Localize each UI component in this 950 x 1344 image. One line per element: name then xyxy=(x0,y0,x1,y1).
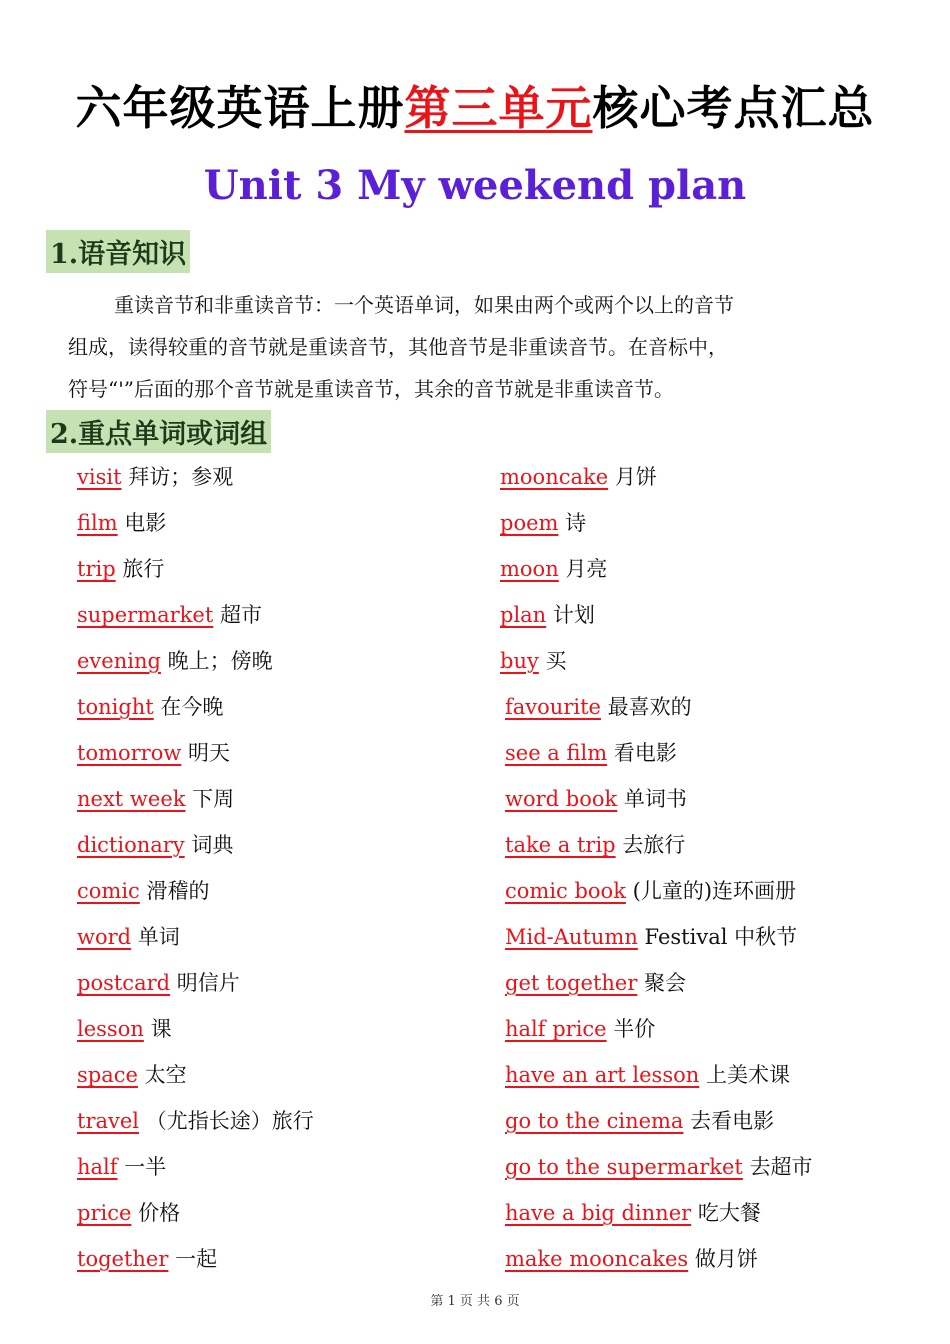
vocab-chinese: 看电影 xyxy=(613,741,677,765)
section-heading-phonetics: 1.语音知识 xyxy=(46,230,190,273)
vocab-item xyxy=(500,872,813,918)
vocab-item xyxy=(500,734,813,780)
vocab-english: take a trip xyxy=(505,833,616,857)
vocab-item xyxy=(500,964,813,1010)
vocab-item xyxy=(500,550,813,596)
vocab-english: see a film xyxy=(505,741,608,765)
vocab-chinese: 一起 xyxy=(175,1247,218,1271)
vocab-english: half price xyxy=(505,1017,607,1041)
vocab-english: make mooncakes xyxy=(505,1247,689,1271)
vocab-chinese: 明信片 xyxy=(176,971,240,995)
vocab-english: moon xyxy=(500,557,559,581)
vocab-item xyxy=(77,1194,314,1240)
vocab-chinese: 吃大餐 xyxy=(697,1201,761,1225)
vocab-english: dictionary xyxy=(77,833,185,857)
vocab-chinese: (儿童的)连环画册 xyxy=(632,879,797,903)
vocab-item xyxy=(77,642,314,688)
vocab-item xyxy=(77,1148,314,1194)
vocab-chinese: 买 xyxy=(545,649,567,673)
vocab-chinese: （尤指长途）旅行 xyxy=(145,1109,314,1133)
vocab-english: supermarket xyxy=(77,603,214,627)
vocab-item xyxy=(77,964,314,1010)
vocab-english: buy xyxy=(500,649,539,673)
vocab-chinese: 在今晚 xyxy=(160,695,224,719)
vocab-english: word book xyxy=(505,787,618,811)
vocab-item xyxy=(500,1148,813,1194)
vocab-english: tomorrow xyxy=(77,741,182,765)
vocab-english: next week xyxy=(77,787,186,811)
vocab-english: lesson xyxy=(77,1017,144,1041)
vocab-english: tonight xyxy=(77,695,154,719)
paragraph-line: 重读音节和非重读音节：一个英语单词，如果由两个或两个以上的音节 xyxy=(114,293,734,317)
vocab-chinese: 滑稽的 xyxy=(146,879,210,903)
vocab-english: get together xyxy=(505,971,638,995)
vocab-chinese: 计划 xyxy=(552,603,595,627)
vocab-chinese: 去旅行 xyxy=(622,833,686,857)
vocab-english: poem xyxy=(500,511,559,535)
vocab-english: Mid-Autumn xyxy=(505,925,638,949)
vocab-chinese: 价格 xyxy=(138,1201,181,1225)
vocab-chinese: 下周 xyxy=(192,787,235,811)
vocab-chinese: 课 xyxy=(150,1017,172,1041)
vocab-item xyxy=(77,458,314,504)
vocab-chinese: 诗 xyxy=(565,511,587,535)
title-part1: 六年级英语上册 xyxy=(75,81,405,135)
vocab-chinese: 单词 xyxy=(137,925,180,949)
vocab-chinese: 电影 xyxy=(124,511,167,535)
section-heading-vocab: 2.重点单词或词组 xyxy=(46,410,271,453)
vocab-chinese: 一半 xyxy=(124,1155,167,1179)
vocab-item xyxy=(77,1102,314,1148)
vocab-chinese: 单词书 xyxy=(623,787,687,811)
vocab-english: postcard xyxy=(77,971,171,995)
vocab-item xyxy=(77,918,314,964)
vocab-chinese: 上美术课 xyxy=(705,1063,790,1087)
vocab-item xyxy=(77,550,314,596)
vocab-chinese: 最喜欢的 xyxy=(607,695,692,719)
vocab-item xyxy=(500,504,813,550)
vocab-english: half xyxy=(77,1155,118,1179)
vocab-english: travel xyxy=(77,1109,140,1133)
vocab-english: have a big dinner xyxy=(505,1201,692,1225)
vocab-chinese: Festival 中秋节 xyxy=(644,925,798,949)
vocab-chinese: 词典 xyxy=(191,833,234,857)
vocab-english: mooncake xyxy=(500,465,609,489)
vocab-item xyxy=(77,826,314,872)
title-part2: 核心考点汇总 xyxy=(592,81,875,135)
vocab-item xyxy=(77,734,314,780)
vocab-item xyxy=(500,688,813,734)
vocab-english: space xyxy=(77,1063,138,1087)
vocab-english: favourite xyxy=(505,695,601,719)
page-title xyxy=(0,72,950,138)
vocab-chinese: 月亮 xyxy=(565,557,608,581)
vocab-english: trip xyxy=(77,557,116,581)
phonetics-paragraph xyxy=(68,284,878,410)
vocab-chinese: 半价 xyxy=(613,1017,656,1041)
vocab-english: visit xyxy=(77,465,122,489)
paragraph-line: 符号“'”后面的那个音节就是重读音节，其余的音节就是非重读音节。 xyxy=(68,377,674,401)
vocab-english: plan xyxy=(500,603,547,627)
vocab-item xyxy=(500,1240,813,1286)
vocab-item xyxy=(77,596,314,642)
vocab-chinese: 晚上；傍晚 xyxy=(167,649,273,673)
vocab-english: evening xyxy=(77,649,161,673)
vocab-english: go to the cinema xyxy=(505,1109,684,1133)
vocab-chinese: 去看电影 xyxy=(690,1109,775,1133)
vocab-item xyxy=(500,1102,813,1148)
vocab-english: go to the supermarket xyxy=(505,1155,743,1179)
vocab-chinese: 旅行 xyxy=(122,557,165,581)
vocab-item xyxy=(77,1240,314,1286)
vocab-item xyxy=(500,1056,813,1102)
vocab-chinese: 明天 xyxy=(188,741,231,765)
vocab-item xyxy=(77,688,314,734)
vocab-chinese: 太空 xyxy=(144,1063,187,1087)
vocab-english: have an art lesson xyxy=(505,1063,700,1087)
vocab-item xyxy=(500,780,813,826)
vocab-chinese: 去超市 xyxy=(749,1155,813,1179)
page-footer: 第 1 页 共 6 页 xyxy=(430,1294,520,1309)
vocab-english: comic book xyxy=(505,879,626,903)
vocab-list-right xyxy=(500,458,813,1286)
vocab-chinese: 做月饼 xyxy=(694,1247,758,1271)
vocab-english: word xyxy=(77,925,132,949)
vocab-item xyxy=(500,918,813,964)
vocab-item xyxy=(500,458,813,504)
vocab-english: together xyxy=(77,1247,169,1271)
vocab-chinese: 超市 xyxy=(219,603,262,627)
vocab-item xyxy=(500,1194,813,1240)
vocab-item xyxy=(77,1010,314,1056)
vocab-item xyxy=(500,1010,813,1056)
vocab-item xyxy=(500,596,813,642)
vocab-item xyxy=(77,872,314,918)
vocab-english: price xyxy=(77,1201,132,1225)
title-highlight: 第三单元 xyxy=(404,81,593,135)
vocab-english: film xyxy=(77,511,118,535)
vocab-english: comic xyxy=(77,879,140,903)
vocab-list-left xyxy=(77,458,314,1286)
vocab-item xyxy=(77,1056,314,1102)
vocab-item xyxy=(500,642,813,688)
unit-subtitle: Unit 3 My weekend plan xyxy=(203,162,747,209)
vocab-item xyxy=(77,504,314,550)
vocab-chinese: 月饼 xyxy=(614,465,657,489)
paragraph-line: 组成，读得较重的音节就是重读音节，其他音节是非重读音节。在音标中， xyxy=(68,335,728,359)
vocab-chinese: 聚会 xyxy=(644,971,687,995)
vocab-chinese: 拜访；参观 xyxy=(128,465,234,489)
vocab-item xyxy=(77,780,314,826)
vocab-item xyxy=(500,826,813,872)
